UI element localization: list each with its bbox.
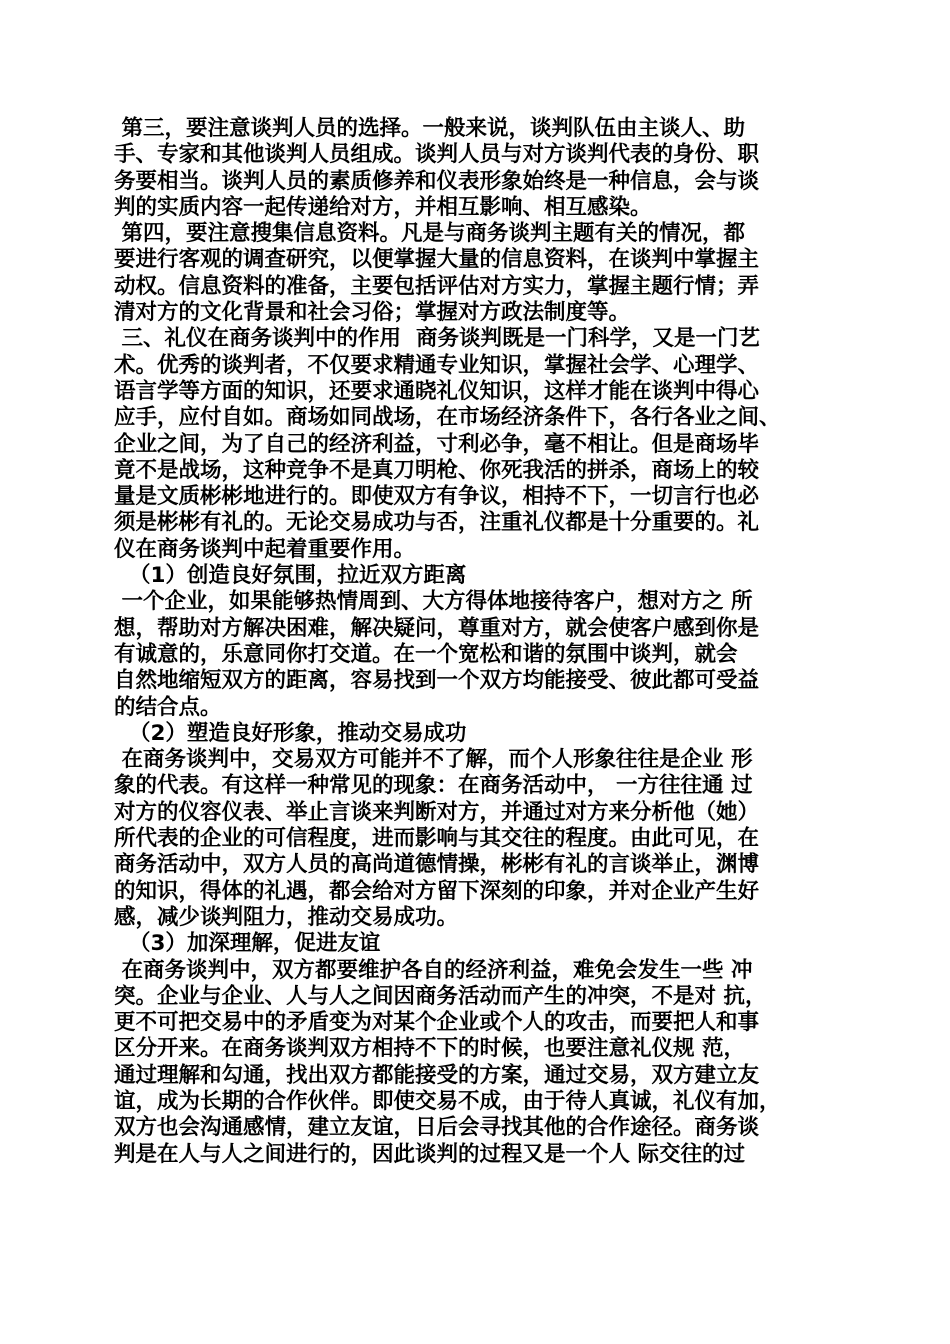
text-line: 象的代表。有这样一种常见的现象：在商务活动中， 一方往往通 过 (114, 773, 753, 799)
text-line: 清对方的文化背景和社会习俗；掌握对方政法制度等。 (114, 300, 631, 326)
text-line: 通过理解和勾通，找出双方都能接受的方案，通过交易，双方建立友 (114, 1062, 760, 1088)
text-line: 在商务谈判中，双方都要维护各自的经济利益，难免会发生一些 冲 (114, 957, 753, 983)
text-line: 手、专家和其他谈判人员组成。谈判人员与对方谈判代表的身份、职 (114, 142, 760, 168)
text-line: 突。企业与企业、人与人之间因商务活动而产生的冲突，不是对 抗， (114, 983, 767, 1009)
text-line: 谊，成为长期的合作伙伴。即使交易不成，由于待人真诚，礼仪有加， (114, 1088, 781, 1114)
text-line: 三、礼仪在商务谈判中的作用 商务谈判既是一门科学，又是一门艺 (114, 326, 760, 352)
text-line: 须是彬彬有礼的。无论交易成功与否，注重礼仪都是十分重要的。礼 (114, 510, 760, 536)
text-line: 仪在商务谈判中起着重要作用。 (114, 536, 416, 562)
text-line: 企业之间，为了自己的经济利益，寸利必争，毫不相让。但是商场毕 (114, 431, 760, 457)
text-line: 第三，要注意谈判人员的选择。一般来说，谈判队伍由主谈人、助 (114, 116, 745, 141)
text-line: 的结合点。 (114, 694, 222, 720)
text-line: 自然地缩短双方的距离，容易找到一个双方均能接受、彼此都可受益 (114, 668, 760, 694)
text-line: 判的实质内容一起传递给对方，并相互影响、相互感染。 (114, 194, 652, 220)
text-line: （2）塑造良好形象，推动交易成功 (114, 720, 467, 746)
text-line: （1）创造良好氛围，拉近双方距离 (114, 563, 467, 589)
text-line: 有诚意的，乐意同你打交道。在一个宽松和谐的氛围中谈判，就会 (114, 641, 738, 667)
text-line: 双方也会沟通感情，建立友谊，日后会寻找其他的合作途径。商务谈 (114, 1115, 760, 1141)
text-line: 感，减少谈判阻力，推动交易成功。 (114, 904, 459, 930)
text-line: 的知识，得体的礼遇，都会给对方留下深刻的印象，并对企业产生好 (114, 878, 760, 904)
text-line: 术。优秀的谈判者，不仅要求精通专业知识，掌握社会学、心理学、 (114, 352, 760, 378)
text-line: 要进行客观的调查研究，以便掌握大量的信息资料，在谈判中掌握主 (114, 247, 760, 273)
text-line: 区分开来。在商务谈判双方相持不下的时候，也要注意礼仪规 范， (114, 1036, 745, 1062)
text-line: 商务活动中，双方人员的高尚道德情操，彬彬有礼的言谈举止，渊博 (114, 852, 760, 878)
text-line: 一个企业，如果能够热情周到、大方得体地接待客户，想对方之 所 (114, 589, 753, 615)
text-line: 语言学等方面的知识，还要求通晓礼仪知识，这样才能在谈判中得心 (114, 378, 760, 404)
text-line: 务要相当。谈判人员的素质修养和仪表形象始终是一种信息，会与谈 (114, 168, 760, 194)
text-line: 应手，应付自如。商场如同战场，在市场经济条件下，各行各业之间、 (114, 405, 781, 431)
text-line: 判是在人与人之间进行的，因此谈判的过程又是一个人 际交往的过 (114, 1141, 745, 1167)
text-line: （3）加深理解，促进友谊 (114, 931, 381, 957)
text-line: 所代表的企业的可信程度，进而影响与其交往的程度。由此可见，在 (114, 826, 760, 852)
text-line: 对方的仪容仪表、举止言谈来判断对方，并通过对方来分析他（她） (114, 799, 760, 825)
text-line: 第四，要注意搜集信息资料。凡是与商务谈判主题有关的情况，都 (114, 221, 745, 247)
text-line: 量是文质彬彬地进行的。即使双方有争议，相持不下，一切言行也必 (114, 484, 760, 510)
text-line: 竟不是战场，这种竞争不是真刀明枪、你死我活的拼杀，商场上的较 (114, 457, 760, 483)
text-line: 想，帮助对方解决困难，解决疑问，尊重对方，就会使客户感到你是 (114, 615, 760, 641)
text-line: 更不可把交易中的矛盾变为对某个企业或个人的攻击，而要把人和事 (114, 1010, 760, 1036)
text-line: 在商务谈判中，交易双方可能并不了解，而个人形象往往是企业 形 (114, 747, 753, 773)
document-body-text (114, 116, 854, 1168)
text-line: 动权。信息资料的准备，主要包括评估对方实力，掌握主题行情；弄 (114, 273, 760, 299)
